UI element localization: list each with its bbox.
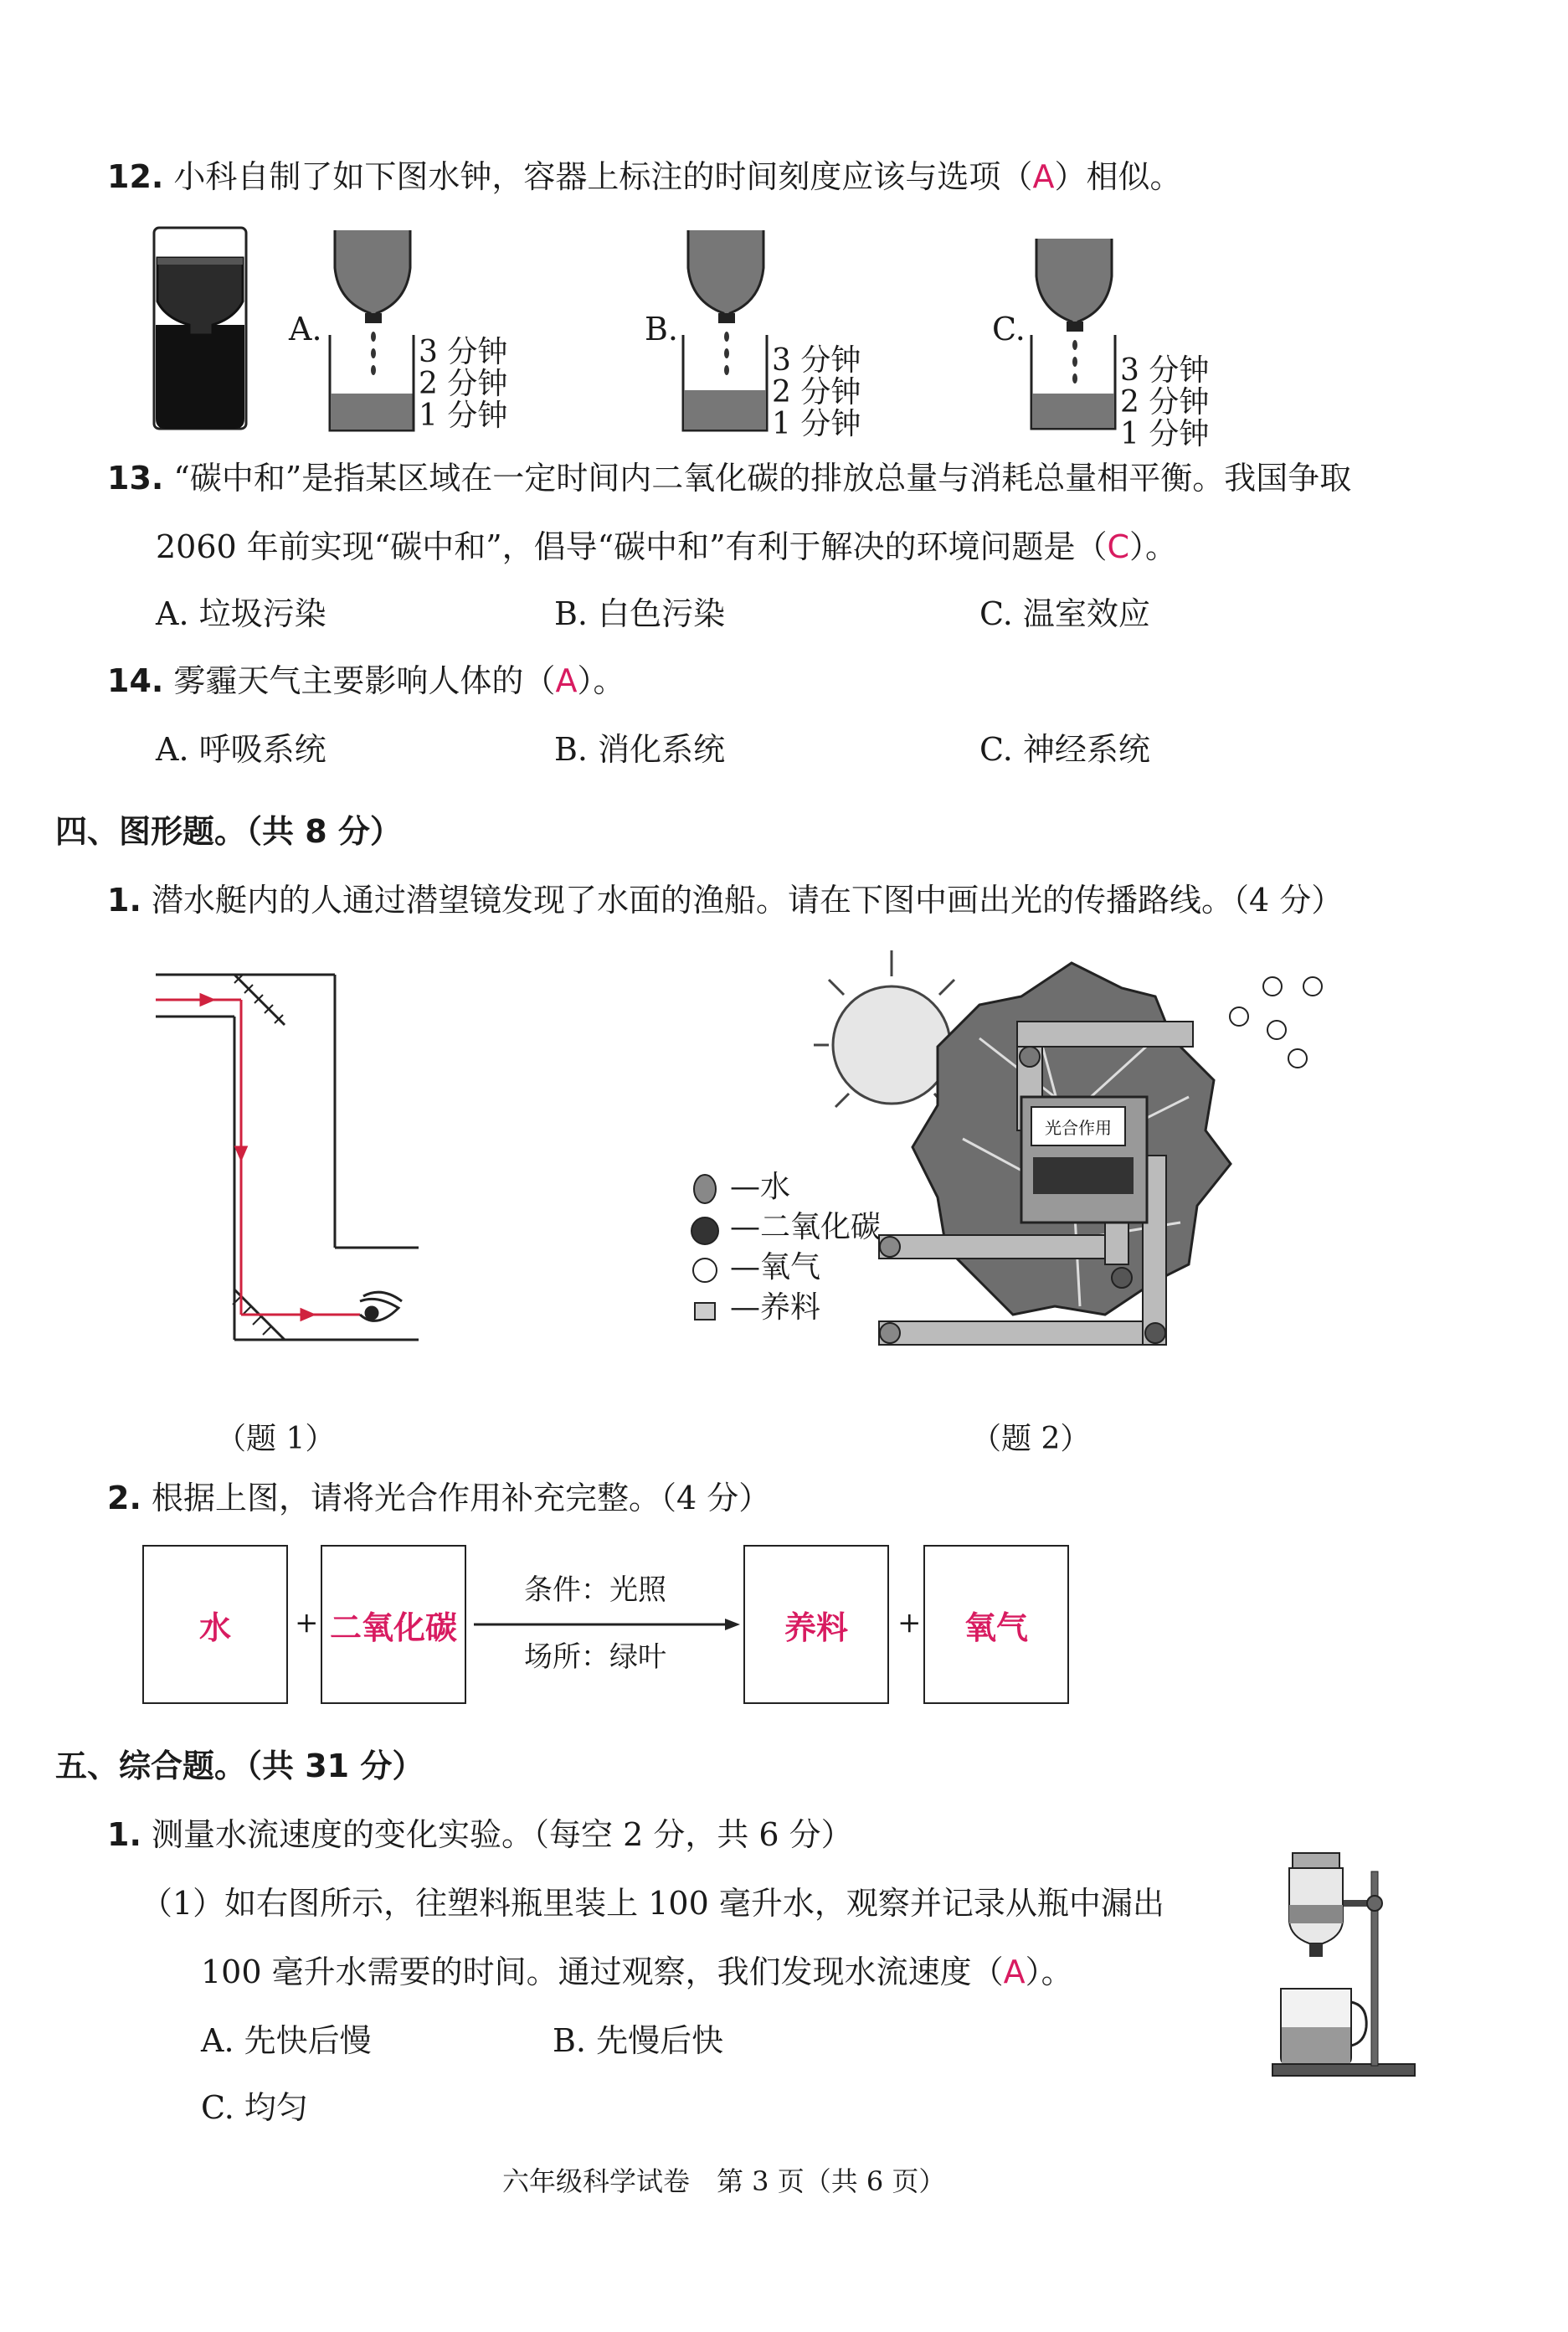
section5-sub1-line1: （1）如右图所示，往塑料瓶里装上 100 毫升水，观察并记录从瓶中漏出 bbox=[141, 1885, 1164, 1922]
q12-option-a-label: A. bbox=[289, 311, 322, 347]
q12-option-c-figure bbox=[1028, 234, 1120, 442]
periscope-figure bbox=[151, 963, 435, 1348]
legend-oxygen: —氧气 bbox=[730, 1250, 821, 1284]
q12-option-b-label: B. bbox=[645, 311, 679, 347]
water-drop-icon bbox=[694, 1175, 716, 1203]
reaction-arrow bbox=[474, 1616, 742, 1633]
q12-option-a-scales: 3 分钟 2 分钟 1 分钟 bbox=[419, 335, 508, 433]
nutrient-icon bbox=[695, 1303, 715, 1320]
section4-q2-stem: 2. 根据上图，请将光合作用补充完整。（4 分） bbox=[107, 1480, 771, 1516]
answer-box-nutrient[interactable]: 养料 bbox=[743, 1545, 889, 1704]
q12-option-c-scales: 3 分钟 2 分钟 1 分钟 bbox=[1120, 353, 1210, 451]
answer-box-water[interactable]: 水 bbox=[142, 1545, 288, 1704]
oxygen-icon bbox=[693, 1259, 717, 1282]
q12-stem: 12. 小科自制了如下图水钟，容器上标注的时间刻度应该与选项（A）相似。 bbox=[107, 158, 1182, 195]
q14-option-b: B. 消化系统 bbox=[554, 731, 726, 768]
section4-title: 四、图形题。（共 8 分） bbox=[55, 813, 402, 850]
q13-stem-line1: 13. “碳中和”是指某区域在一定时间内二氧化碳的排放总量与消耗总量相平衡。我国争取 bbox=[107, 460, 1352, 497]
plus-sign-1: + bbox=[295, 1606, 319, 1640]
q13-option-b: B. 白色污染 bbox=[554, 595, 726, 632]
legend-carbon-dioxide: —二氧化碳 bbox=[730, 1210, 882, 1244]
q13-option-a: A. 垃圾污染 bbox=[156, 595, 326, 632]
sun-icon bbox=[833, 986, 950, 1104]
legend-water: —水 bbox=[730, 1170, 791, 1204]
water-clock-figure bbox=[151, 224, 251, 434]
q12-option-b-figure bbox=[680, 226, 772, 434]
caption-figure-1: （题 1） bbox=[216, 1422, 336, 1456]
q12-option-b-scales: 3 分钟 2 分钟 1 分钟 bbox=[772, 343, 861, 441]
photosynthesis-legend bbox=[730, 1167, 881, 1328]
q14-option-c: C. 神经系统 bbox=[979, 731, 1150, 768]
q12-answer: A bbox=[1032, 158, 1055, 195]
section4-q1-stem: 1. 潜水艇内的人通过潜望镜发现了水面的渔船。请在下图中画出光的传播路线。（4 分） bbox=[107, 882, 1344, 919]
machine-label: 光合作用 bbox=[1045, 1118, 1112, 1138]
section5-option-b: B. 先慢后快 bbox=[553, 2022, 724, 2059]
q12-option-c-label: C. bbox=[992, 311, 1026, 347]
q13-option-c: C. 温室效应 bbox=[979, 595, 1150, 632]
section5-sub1-line2: 100 毫升水需要的时间。通过观察，我们发现水流速度（A）。 bbox=[201, 1954, 1073, 1990]
q14-stem: 14. 雾霾天气主要影响人体的（A）。 bbox=[107, 662, 625, 699]
q12-option-a-figure bbox=[326, 226, 419, 434]
lab-stand-figure bbox=[1264, 1838, 1423, 2081]
plus-sign-2: + bbox=[897, 1606, 922, 1640]
place-label: 场所：绿叶 bbox=[524, 1640, 666, 1674]
page-footer: 六年级科学试卷 第 3 页（共 6 页） bbox=[502, 2165, 946, 2197]
answer-box-carbon-dioxide[interactable]: 二氧化碳 bbox=[321, 1545, 466, 1704]
q13-stem-line2: 2060 年前实现“碳中和”，倡导“碳中和”有利于解决的环境问题是（C）。 bbox=[156, 528, 1178, 565]
q13-answer: C bbox=[1107, 528, 1130, 565]
section5-q1-stem: 1. 测量水流速度的变化实验。（每空 2 分，共 6 分） bbox=[107, 1816, 853, 1853]
q14-option-a: A. 呼吸系统 bbox=[156, 731, 326, 768]
section5-title: 五、综合题。（共 31 分） bbox=[55, 1748, 424, 1784]
legend-nutrient: —养料 bbox=[730, 1290, 821, 1325]
section5-answer: A bbox=[1003, 1954, 1026, 1990]
caption-figure-2: （题 2） bbox=[971, 1422, 1091, 1456]
section5-option-c: C. 均匀 bbox=[201, 2089, 308, 2126]
q14-answer: A bbox=[555, 662, 578, 699]
section5-option-a: A. 先快后慢 bbox=[201, 2022, 372, 2059]
carbon-dioxide-icon bbox=[691, 1217, 718, 1244]
condition-label: 条件：光照 bbox=[524, 1573, 666, 1607]
answer-box-oxygen[interactable]: 氧气 bbox=[923, 1545, 1069, 1704]
